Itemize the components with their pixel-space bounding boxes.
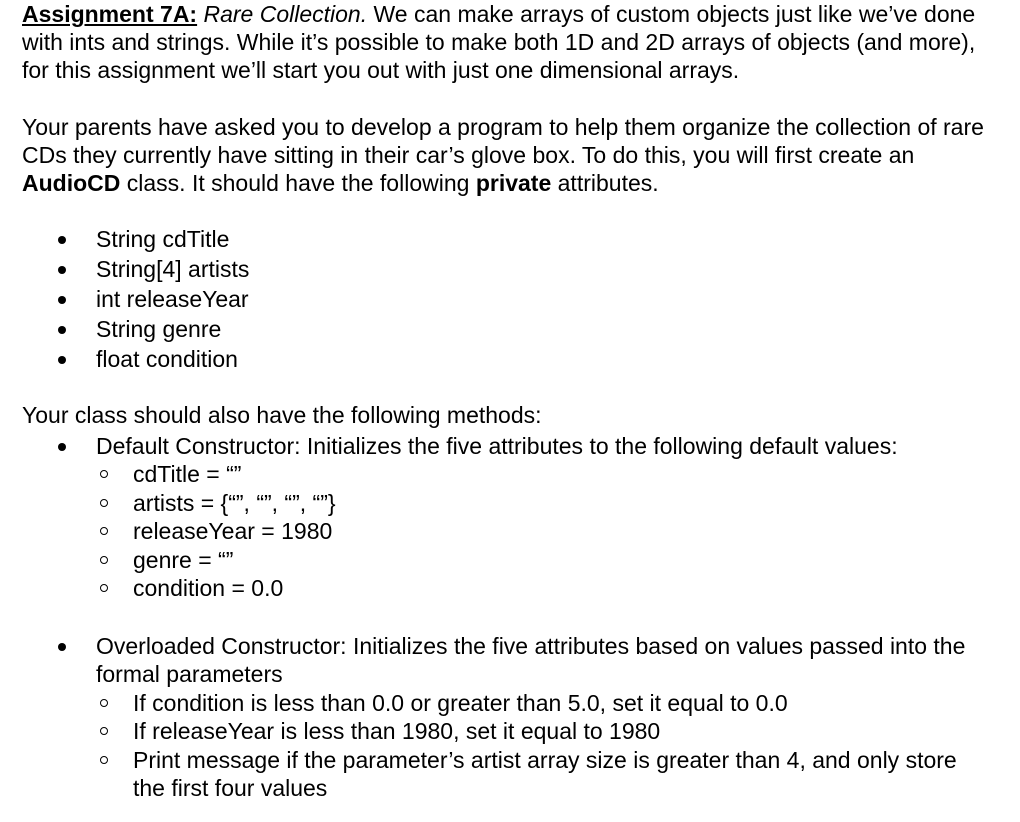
default-value-text: genre = “”: [133, 547, 234, 573]
bullet-icon: [58, 266, 66, 274]
bullet-icon: [58, 296, 66, 304]
default-value-text: condition = 0.0: [133, 575, 284, 601]
default-value-text: artists = {“”, “”, “”, “”}: [133, 490, 336, 516]
description-text-before: Your parents have asked you to develop a program to help them organize the collection of rare CDs they currently have sitting in their car’s glove box. To do this, you will first create an: [22, 114, 984, 168]
assignment-label: Assignment 7A:: [22, 1, 198, 27]
bullet-icon: [58, 643, 66, 651]
class-name: AudioCD: [22, 170, 121, 196]
intro-paragraph: [22, 0, 1007, 84]
circle-bullet-icon: [100, 527, 108, 535]
methods-intro: Your class should also have the following methods:: [22, 402, 542, 428]
bullet-icon: [58, 443, 66, 451]
description-paragraph: [22, 113, 1007, 197]
default-constructor-label: Default Constructor: Initializes the five attributes to the following default values:: [96, 433, 898, 459]
overloaded-constructor-label: Overloaded Constructor: Initializes the five attributes based on values passed into the formal parameters: [96, 633, 966, 687]
default-value-text: releaseYear = 1980: [133, 518, 333, 544]
circle-bullet-icon: [100, 756, 108, 764]
description-text-after: attributes.: [557, 170, 659, 196]
private-keyword: private: [475, 170, 552, 196]
rule-text: If releaseYear is less than 1980, set it equal to 1980: [133, 718, 661, 744]
attribute-text: String[4] artists: [96, 256, 250, 282]
attribute-text: float condition: [96, 346, 238, 372]
attribute-text: String cdTitle: [96, 226, 230, 252]
description-text-middle: class. It should have the following: [126, 170, 470, 196]
attribute-text: String genre: [96, 316, 222, 342]
default-value-text: cdTitle = “”: [133, 461, 242, 487]
assignment-title: Rare Collection.: [203, 1, 368, 27]
circle-bullet-icon: [100, 727, 108, 735]
circle-bullet-icon: [100, 699, 108, 707]
intro-text: We can make arrays of custom objects just like we’ve done with ints and strings. While it’s possible to make both 1D and 2D arrays of objects (and more), for this assignment we’ll start you out with just one dimensional arrays.: [22, 1, 976, 83]
rule-text: If condition is less than 0.0 or greater than 5.0, set it equal to 0.0: [133, 690, 788, 716]
bullet-icon: [58, 356, 66, 364]
attribute-text: int releaseYear: [96, 286, 249, 312]
circle-bullet-icon: [100, 470, 108, 478]
circle-bullet-icon: [100, 556, 108, 564]
bullet-icon: [58, 326, 66, 334]
circle-bullet-icon: [100, 499, 108, 507]
bullet-icon: [58, 236, 66, 244]
rule-text: Print message if the parameter’s artist array size is greater than 4, and only store the first four values: [133, 747, 957, 801]
circle-bullet-icon: [100, 584, 108, 592]
